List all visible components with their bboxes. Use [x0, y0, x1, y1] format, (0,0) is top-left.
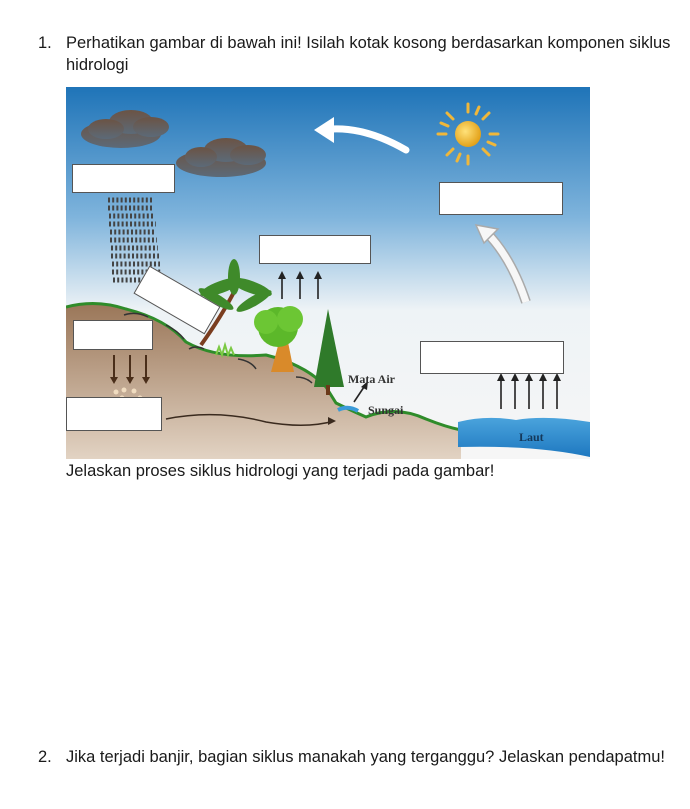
- question-2-text: Jika terjadi banjir, bagian siklus manakah yang terganggu? Jelaskan pendapatmu!: [66, 748, 665, 766]
- blank-box-evaporation-sea[interactable]: [420, 341, 564, 374]
- label-laut: Laut: [519, 430, 544, 444]
- question-1-number: 1.: [38, 34, 52, 52]
- instruction-text: Jelaskan proses siklus hidrologi yang terjadi pada gambar!: [66, 462, 495, 480]
- blank-box-evaporation-sun[interactable]: [439, 182, 563, 215]
- label-sungai: Sungai: [368, 403, 404, 417]
- blank-box-precipitation[interactable]: [72, 164, 175, 193]
- label-mata-air: Mata Air: [348, 372, 395, 386]
- blank-box-transpiration[interactable]: [259, 235, 371, 264]
- question-2-number: 2.: [38, 748, 52, 766]
- blank-box-infiltration[interactable]: [73, 320, 153, 350]
- hydrologic-cycle-diagram: [66, 87, 590, 459]
- sun-icon: [438, 104, 498, 164]
- blank-box-groundwater[interactable]: [66, 397, 162, 431]
- question-1-text: Perhatikan gambar di bawah ini! Isilah kotak kosong berdasarkan komponen siklus hidrologi: [66, 34, 671, 74]
